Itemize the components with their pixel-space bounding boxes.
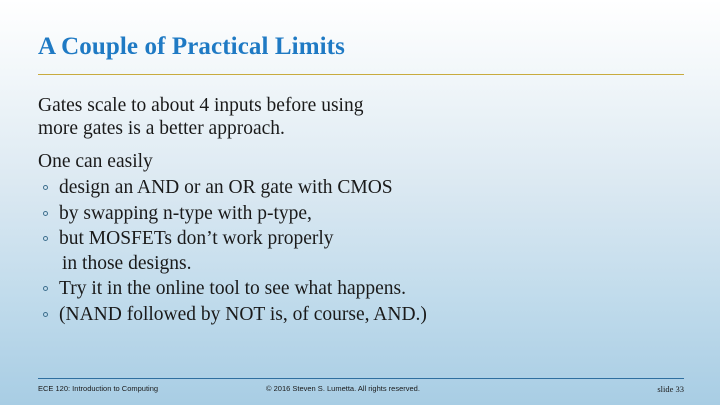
intro-paragraph-line-1: Gates scale to about 4 inputs before using	[38, 95, 364, 116]
footer-divider	[38, 378, 684, 379]
list-item-text: but MOSFETs don’t work properly	[59, 228, 334, 249]
bullet-dot-icon	[43, 185, 48, 190]
list-item	[38, 277, 688, 302]
bullet-dot-icon	[43, 312, 48, 317]
list-item-text: design an AND or an OR gate with CMOS	[59, 177, 393, 198]
bullet-dot-icon	[43, 211, 48, 216]
slide-footer	[38, 384, 684, 398]
footer-course-label: ECE 120: Introduction to Computing	[38, 384, 159, 393]
list-item-text-continuation: in those designs.	[62, 252, 192, 274]
bullet-list	[38, 176, 688, 327]
page-title: A Couple of Practical Limits	[38, 33, 345, 60]
list-item	[38, 202, 688, 227]
bullet-dot-icon	[43, 236, 48, 241]
list-item	[38, 176, 688, 201]
intro-paragraph	[38, 94, 688, 140]
bullet-dot-icon	[43, 286, 48, 291]
lead-in-text: One can easily	[38, 151, 153, 172]
footer-slide-number: slide 33	[657, 384, 684, 394]
list-item-text: (NAND followed by NOT is, of course, AND.)	[59, 303, 427, 325]
title-divider	[38, 74, 684, 75]
list-item	[38, 303, 688, 328]
footer-copyright: © 2016 Steven S. Lumetta. All rights reserved.	[266, 384, 420, 393]
intro-paragraph-line-2: more gates is a better approach.	[38, 118, 285, 139]
slide-body	[38, 94, 688, 328]
list-item-text: by swapping n-type with p-type,	[59, 202, 312, 224]
list-item-text: Try it in the online tool to see what happens.	[59, 278, 406, 299]
list-item	[38, 227, 688, 276]
